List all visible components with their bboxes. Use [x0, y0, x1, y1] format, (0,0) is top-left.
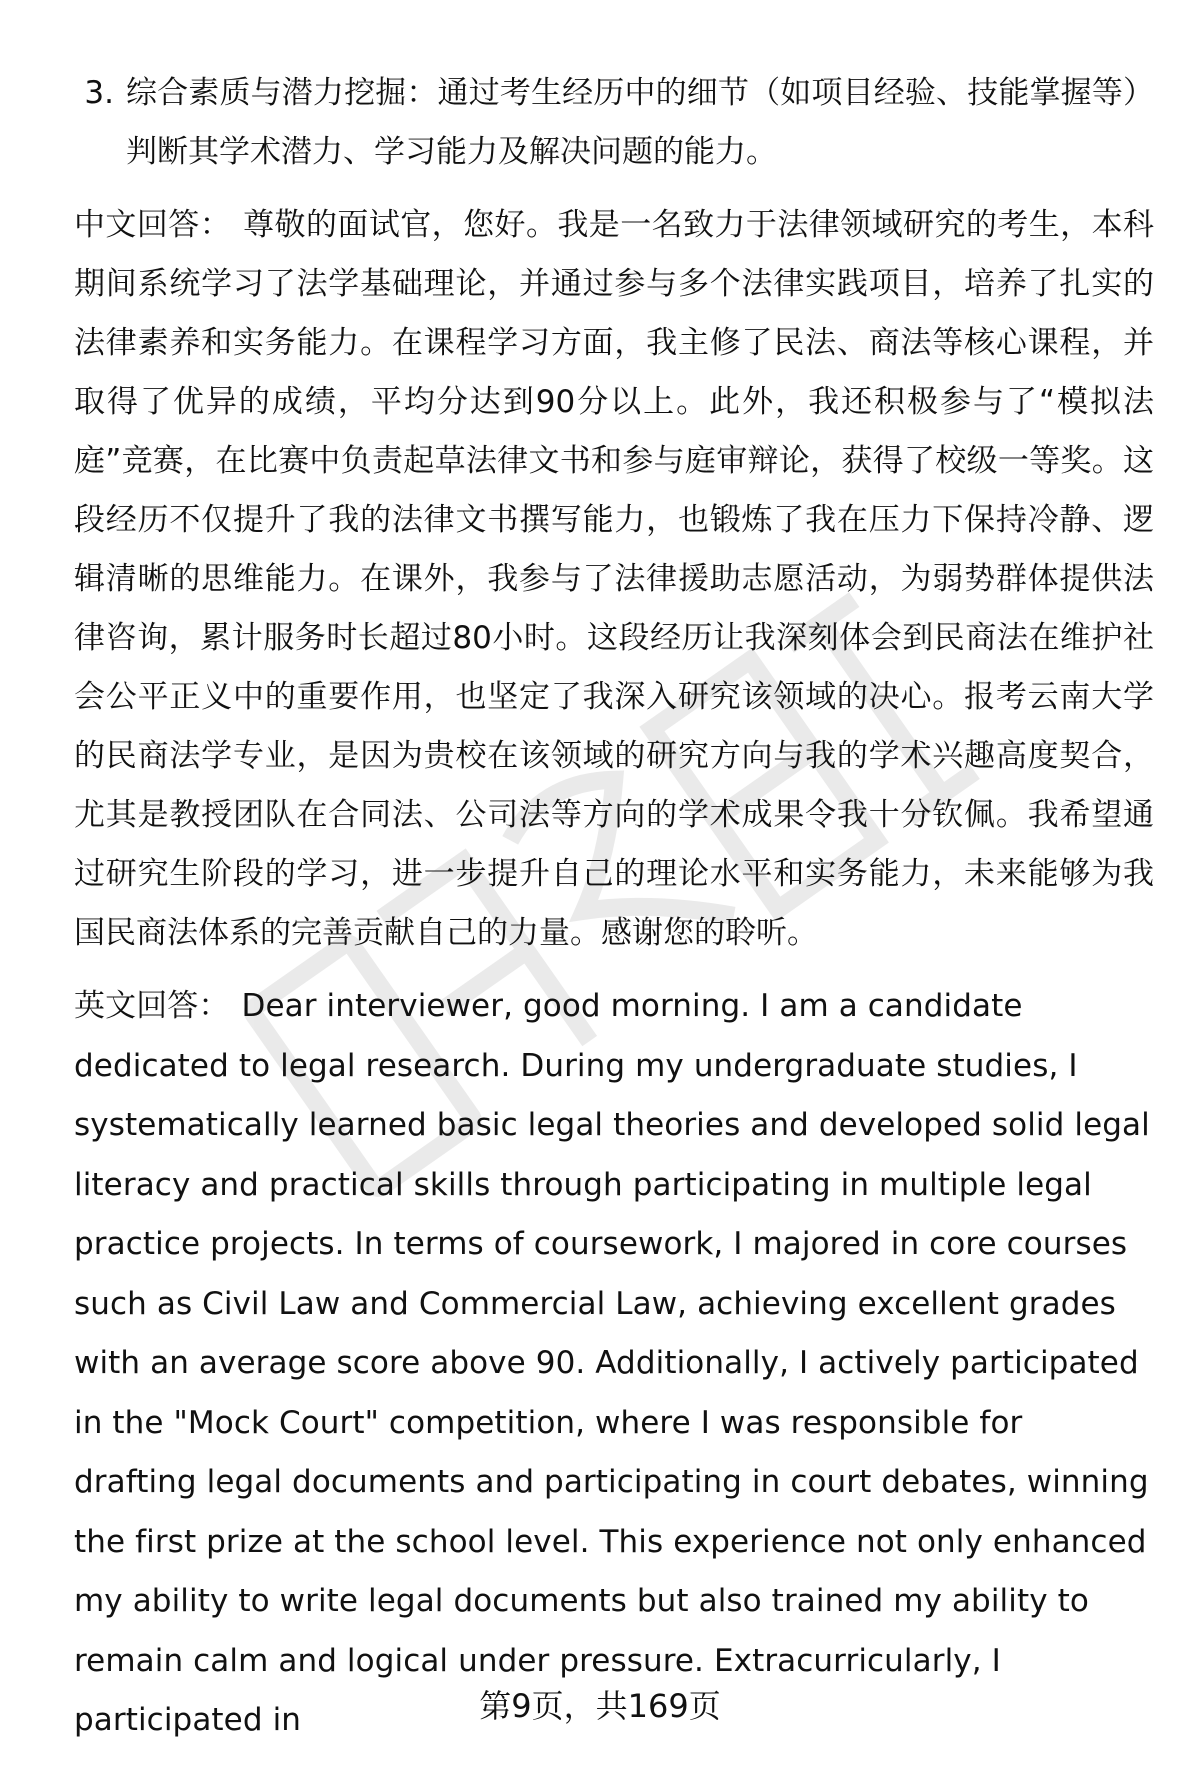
list-number: 3. [84, 75, 114, 111]
page-footer: 第9页，共169页 [479, 1687, 721, 1725]
english-answer-text: Dear interviewer, good morning. I am a candidate dedicated to legal research. During my undergraduate studies, I systematically learned basic legal theories and developed solid legal literacy and practical skills through participating in multiple legal practice projects. In terms of coursework, I majored in core courses such as Civil Law and Commercial Law, achieving excellent grades with an average score above 90. Additionally, I actively participated in the "Mock Court" competition, where I was responsible for drafting legal documents and participating in court debates, winning the first prize at the school level. This experience not only enhanced my ability to write legal documents but also trained my ability to remain calm and logical under pressure. Extracurricularly, I participated in [74, 988, 1150, 1738]
chinese-answer-label: 中文回答： [74, 207, 232, 243]
document-body [74, 64, 1154, 1765]
chinese-answer-paragraph [74, 196, 1154, 963]
list-item [74, 64, 1154, 182]
english-answer-label: 英文回答： [74, 988, 230, 1024]
english-answer-paragraph [74, 977, 1154, 1751]
chinese-answer-text: 尊敬的面试官，您好。我是一名致力于法律领域研究的考生，本科期间系统学习了法学基础理论，并通过参与多个法律实践项目，培养了扎实的法律素养和实务能力。在课程学习方面，我主修了民法、商法等核心课程，并取得了优异的成绩，平均分达到90分以上。此外，我还积极参与了“模拟法庭”竞赛，在比赛中负责起草法律文书和参与庭审辩论，获得了校级一等奖。这段经历不仅提升了我的法律文书撰写能力，也锻炼了我在压力下保持冷静、逻辑清晰的思维能力。在课外，我参与了法律援助志愿活动，为弱势群体提供法律咨询，累计服务时长超过80小时。这段经历让我深刻体会到民商法在维护社会公平正义中的重要作用，也坚定了我深入研究该领域的决心。报考云南大学的民商法学专业，是因为贵校在该领域的研究方向与我的学术兴趣高度契合，尤其是教授团队在合同法、公司法等方向的学术成果令我十分钦佩。我希望通过研究生阶段的学习，进一步提升自己的理论水平和实务能力，未来能够为我国民商法体系的完善贡献自己的力量。感谢您的聆听。 [74, 207, 1155, 951]
list-text: 综合素质与潜力挖掘：通过考生经历中的细节（如项目经验、技能掌握等）判断其学术潜力、学习能力及解决问题的能力。 [126, 75, 1154, 170]
